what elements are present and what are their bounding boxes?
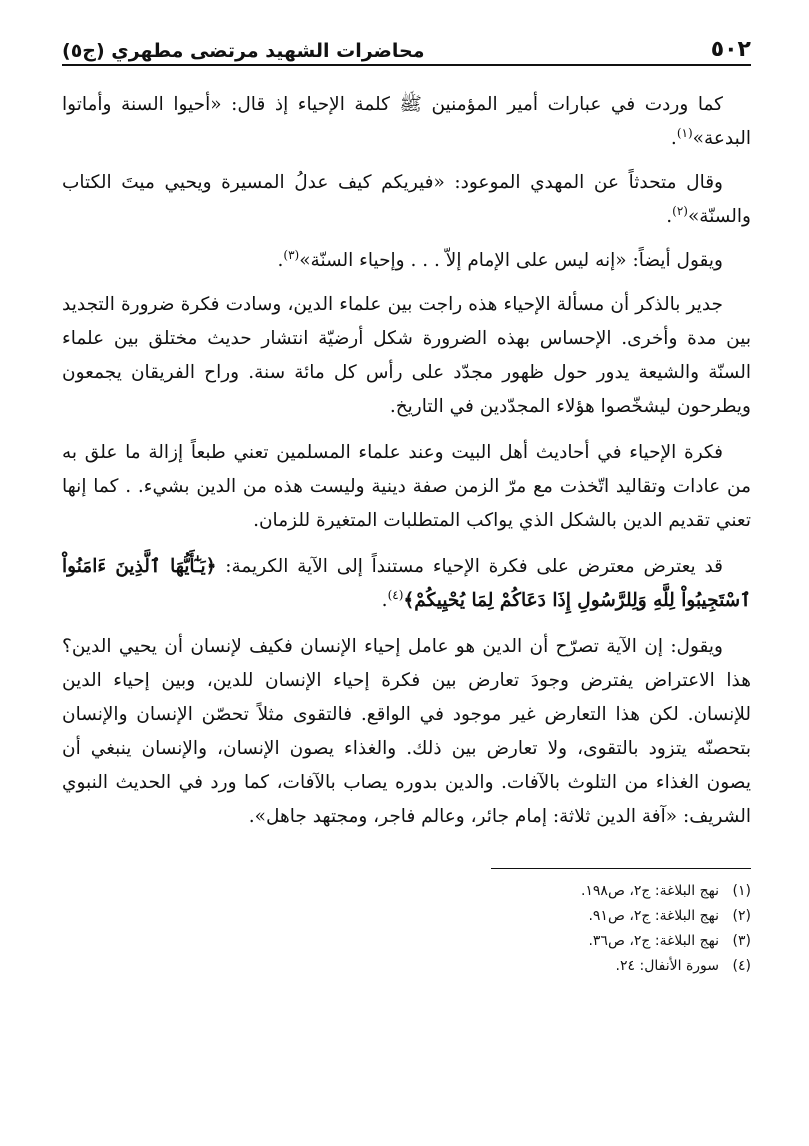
paragraph-4 (62, 288, 751, 424)
paragraph-6 (62, 550, 751, 618)
footnote-number: (٣) (732, 933, 751, 949)
footnote-text: سورة الأنفال: ٢٤. (615, 958, 719, 974)
footnote-divider (491, 868, 751, 869)
paragraph-text: وقال متحدثاً عن المهدي الموعود: «فيريكم كيف عدلُ المسيرة ويحيي ميتَ الكتاب والسنّة» (62, 172, 751, 227)
footnote-text: نهج البلاغة: ج٢، ص٣٦. (588, 933, 719, 949)
page-body (62, 88, 751, 834)
quran-verse: ﴿يَـٰٓأَيُّهَا ٱلَّذِينَ ءَامَنُواْ ٱسْتَجِيبُواْ لِلَّهِ وَلِلرَّسُولِ إِذَا دَعَاكُمْ لِمَا يُحْيِيكُمْ﴾ (62, 556, 751, 611)
footnote-1 (62, 879, 751, 904)
footnote-2 (62, 904, 751, 929)
footnote-text: نهج البلاغة: ج٢، ص٩١. (588, 908, 719, 924)
paragraph-text: ويقول: إن الآية تصرّح أن الدين هو عامل إحياء الإنسان فكيف لإنسان أن يحيي الدين؟ هذا الاعتراض يفترض وجودَ تعارض بين فكرة إحياء الإنسان للدين، وبين إحياء الدين للإنسان. لكن هذا التعارض غير موجود في الواقع. فالتقوى مثلاً تحصّن الإنسان والإنسان بتحصنّه يتزود بالتقوى، ولا تعارض بين ذلك. والغذاء يصون الإنسان، والإنسان ينبغي أن يصون الغذاء من التلوث بالآفات. والدين بدوره يصاب بالآفات، كما ورد في الحديث النبوي الشريف: «آفة الدين ثلاثة: إمام جائر، وعالم فاجر، ومجتهد جاهل». (62, 636, 751, 827)
footnote-number: (٢) (732, 908, 751, 924)
paragraph-1 (62, 88, 751, 156)
paragraph-text: كما وردت في عبارات أمير المؤمنين ﷺ كلمة الإحياء إذ قال: «أحيوا السنة وأماتوا البدعة» (62, 94, 751, 149)
page-number: ٥٠٢ (710, 37, 751, 62)
footnote-text: نهج البلاغة: ج٢، ص١٩٨. (580, 883, 719, 899)
paragraph-3 (62, 244, 751, 278)
footnote-ref-4: (٤) (387, 587, 404, 602)
paragraph-text: قد يعترض معترض على فكرة الإحياء مستنداً إلى الآية الكريمة: (216, 556, 724, 577)
footnote-ref-3: (٣) (283, 247, 300, 262)
paragraph-7 (62, 630, 751, 834)
footnote-3 (62, 929, 751, 954)
paragraph-text: جدير بالذكر أن مسألة الإحياء هذه راجت بين علماء الدين، وسادت فكرة ضرورة التجديد بين مدة وأخرى. الإحساس بهذه الضرورة شكل أرضيّة انتشار حديث مختلق بين علماء السنّة والشيعة يدور حول ظهور مجدّد على رأس كل مائة سنة. وراح الفريقان يجمعون ويطرحون ليشخّصوا هؤلاء المجدّدين في التاريخ. (62, 294, 751, 417)
footnote-ref-2: (٢) (672, 203, 688, 218)
paragraph-2 (62, 166, 751, 234)
footnote-ref-1: (١) (676, 125, 693, 140)
footnotes (62, 879, 751, 979)
running-title: محاضرات الشهيد مرتضى مطهري (ج٥) (62, 40, 425, 62)
footnote-4 (62, 954, 751, 979)
footnote-number: (٤) (732, 958, 751, 974)
paragraph-text: فكرة الإحياء في أحاديث أهل البيت وعند علماء المسلمين تعني طبعاً إزالة ما علق به من عادات وتقاليد اتّخذت مع مرّ الزمن صفة دينية وليست هذه من الدين بشيء. . كما إنها تعني تقديم الدين بالشكل الذي يواكب المتطلبات المتغيرة للزمان. (62, 442, 751, 531)
paragraph-tail: . (670, 128, 677, 149)
footnote-number: (١) (732, 883, 751, 899)
book-page (62, 26, 751, 1146)
paragraph-5 (62, 436, 751, 538)
paragraph-tail: . (381, 590, 388, 611)
page-header (62, 26, 751, 66)
paragraph-text: ويقول أيضاً: «إنه ليس على الإمام إلاّ . . . وإحياء السنّة» (299, 250, 723, 271)
paragraph-tail: . (666, 206, 673, 227)
paragraph-tail: . (277, 250, 284, 271)
